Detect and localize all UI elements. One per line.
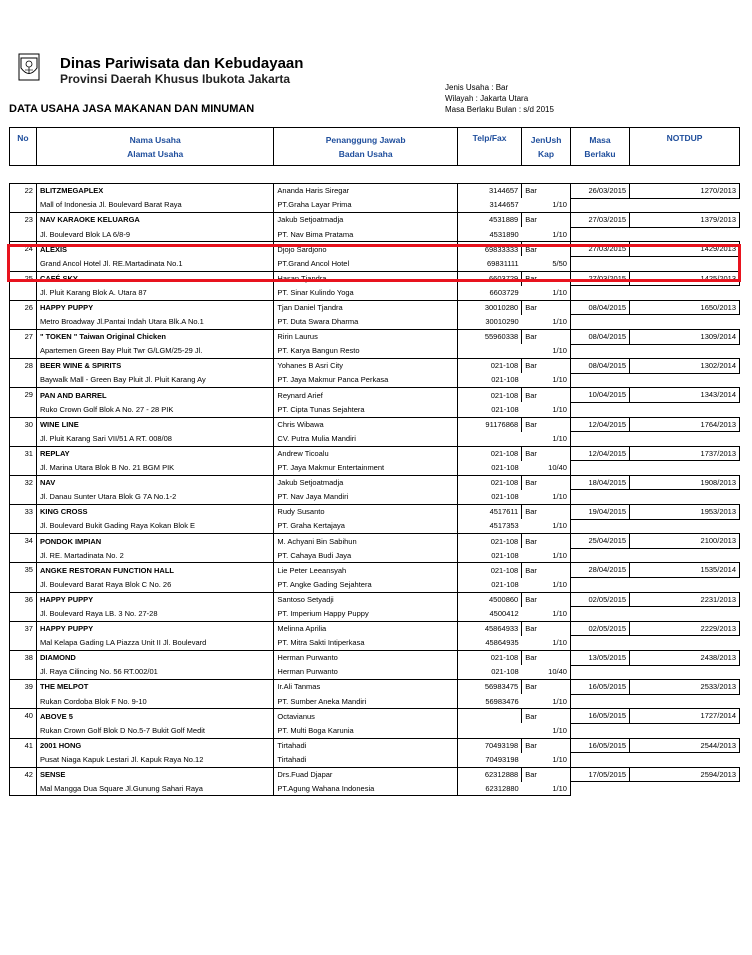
row-number: 36 xyxy=(10,592,37,621)
responsible-person: Jakub Setjoatmadja xyxy=(274,475,458,490)
table-row xyxy=(10,475,740,490)
legal-entity: CV. Putra Mulia Mandiri xyxy=(274,432,458,447)
capacity: 5/50 xyxy=(522,256,571,271)
valid-until: 08/04/2015 xyxy=(570,359,629,374)
business-name: THE MELPOT xyxy=(36,680,273,695)
business-name: BEER WINE & SPIRITS xyxy=(36,359,273,374)
responsible-person: Hasan Tjandra xyxy=(274,271,458,286)
business-name: ALEXIS xyxy=(36,242,273,257)
business-address: Mal Kelapa Gading LA Piazza Unit II Jl. Boulevard xyxy=(36,636,273,651)
business-name: PONDOK IMPIAN xyxy=(36,534,273,549)
notdup-number: 1737/2013 xyxy=(630,446,740,461)
capacity: 1/10 xyxy=(522,432,571,447)
table-body xyxy=(10,184,740,796)
valid-until: 17/05/2015 xyxy=(570,767,629,782)
row-number: 26 xyxy=(10,300,37,329)
fax: 69831111 xyxy=(457,256,521,271)
notdup-number: 2533/2013 xyxy=(630,680,740,695)
capacity: 1/10 xyxy=(522,723,571,738)
responsible-person: Djojo Sardjono xyxy=(274,242,458,257)
business-address: Jl. Boulevard Barat Raya Blok C No. 26 xyxy=(36,578,273,593)
telephone: 55960338 xyxy=(457,329,521,344)
table-row-detail xyxy=(10,723,740,738)
meta-masa-berlaku: Masa Berlaku Bulan : s/d 2015 xyxy=(445,105,554,114)
business-type: Bar xyxy=(522,184,571,199)
valid-until: 10/04/2015 xyxy=(570,388,629,403)
capacity: 1/10 xyxy=(522,548,571,563)
notdup-number: 1535/2014 xyxy=(630,563,740,578)
document-meta xyxy=(445,82,554,115)
business-type: Bar xyxy=(522,213,571,228)
table-row-detail xyxy=(10,578,740,593)
table-row xyxy=(10,621,740,636)
business-type: Bar xyxy=(522,475,571,490)
business-name: ANGKE RESTORAN FUNCTION HALL xyxy=(36,563,273,578)
capacity: 1/10 xyxy=(522,753,571,768)
table-row-detail xyxy=(10,694,740,709)
notdup-number: 1429/2013 xyxy=(630,242,740,257)
fax: 70493198 xyxy=(457,753,521,768)
business-name: NAV xyxy=(36,475,273,490)
capacity: 1/10 xyxy=(522,373,571,388)
notdup-number: 1270/2013 xyxy=(630,184,740,199)
responsible-person: Tirtahadi xyxy=(274,738,458,753)
telephone: 021-108 xyxy=(457,651,521,666)
legal-entity: Tirtahadi xyxy=(274,753,458,768)
legal-entity: PT.Grand Ancol Hotel xyxy=(274,256,458,271)
business-address: Metro Broadway Jl.Pantai Indah Utara Blk.A No.1 xyxy=(36,315,273,330)
meta-jenis-usaha: Jenis Usaha : Bar xyxy=(445,83,509,92)
legal-entity: PT. Karya Bangun Resto xyxy=(274,344,458,359)
business-type: Bar xyxy=(522,534,571,549)
telephone: 62312888 xyxy=(457,767,521,782)
telephone: 021-108 xyxy=(457,534,521,549)
fax: 4531890 xyxy=(457,227,521,242)
notdup-number: 1425/2013 xyxy=(630,271,740,286)
table-row xyxy=(10,446,740,461)
fax: 021-108 xyxy=(457,578,521,593)
responsible-person: Herman Purwanto xyxy=(274,651,458,666)
business-type: Bar xyxy=(522,709,571,724)
table-row xyxy=(10,709,740,724)
responsible-person: Ririn Laurus xyxy=(274,329,458,344)
business-address: Jl. Pluit Karang Sari VII/51 A RT. 008/08 xyxy=(36,432,273,447)
fax: 4500412 xyxy=(457,607,521,622)
business-name: NAV KARAOKE KELUARGA xyxy=(36,213,273,228)
business-name: HAPPY PUPPY xyxy=(36,300,273,315)
col-masa-berlaku: Masa Berlaku xyxy=(570,128,629,166)
fax: 021-108 xyxy=(457,548,521,563)
capacity: 1/10 xyxy=(522,490,571,505)
meta-wilayah: Wilayah : Jakarta Utara xyxy=(445,94,529,103)
valid-until: 13/05/2015 xyxy=(570,651,629,666)
legal-entity: PT. Jaya Makmur Panca Perkasa xyxy=(274,373,458,388)
legal-entity: PT. Multi Boga Karunia xyxy=(274,723,458,738)
business-address: Jl. Danau Sunter Utara Blok G 7A No.1-2 xyxy=(36,490,273,505)
telephone: 021-108 xyxy=(457,359,521,374)
business-address: Rukan Crown Golf Blok D No.5-7 Bukit Golf Medit xyxy=(36,723,273,738)
business-type: Bar xyxy=(522,738,571,753)
table-row-detail xyxy=(10,432,740,447)
notdup-number: 2100/2013 xyxy=(630,534,740,549)
row-number: 34 xyxy=(10,534,37,563)
business-address: Jl. Pluit Karang Blok A. Utara 87 xyxy=(36,286,273,301)
business-name: ABOVE 5 xyxy=(36,709,273,724)
notdup-number: 2229/2013 xyxy=(630,621,740,636)
table-row xyxy=(10,592,740,607)
responsible-person: Chris Wibawa xyxy=(274,417,458,432)
table-row-detail xyxy=(10,402,740,417)
row-number: 38 xyxy=(10,651,37,680)
valid-until: 19/04/2015 xyxy=(570,505,629,520)
responsible-person: Rudy Susanto xyxy=(274,505,458,520)
business-address: Grand Ancol Hotel Jl. RE.Martadinata No.1 xyxy=(36,256,273,271)
table-row-detail xyxy=(10,344,740,359)
business-address: Jl. Marina Utara Blok B No. 21 BGM PIK xyxy=(36,461,273,476)
telephone: 4517611 xyxy=(457,505,521,520)
table-row xyxy=(10,329,740,344)
legal-entity: PT. Mitra Sakti Intiperkasa xyxy=(274,636,458,651)
table-row-detail xyxy=(10,607,740,622)
table-row xyxy=(10,184,740,199)
fax: 3144657 xyxy=(457,198,521,213)
row-number: 31 xyxy=(10,446,37,475)
notdup-number: 2438/2013 xyxy=(630,651,740,666)
business-type: Bar xyxy=(522,505,571,520)
valid-until: 12/04/2015 xyxy=(570,446,629,461)
business-address: Rukan Cordoba Blok F No. 9-10 xyxy=(36,694,273,709)
notdup-number: 1953/2013 xyxy=(630,505,740,520)
table-row-detail xyxy=(10,198,740,213)
legal-entity: PT.Graha Layar Prima xyxy=(274,198,458,213)
legal-entity: Herman Purwanto xyxy=(274,665,458,680)
row-number: 27 xyxy=(10,329,37,358)
valid-until: 16/05/2015 xyxy=(570,738,629,753)
business-name: PAN AND BARREL xyxy=(36,388,273,403)
fax xyxy=(457,723,521,738)
business-name: HAPPY PUPPY xyxy=(36,621,273,636)
capacity: 1/10 xyxy=(522,315,571,330)
capacity: 1/10 xyxy=(522,694,571,709)
notdup-number: 1309/2014 xyxy=(630,329,740,344)
table-row xyxy=(10,359,740,374)
legal-entity: PT. Cipta Tunas Sejahtera xyxy=(274,402,458,417)
col-jenush-kap: JenUsh Kap xyxy=(522,128,571,166)
business-name: 2001 HONG xyxy=(36,738,273,753)
table-row xyxy=(10,767,740,782)
table-row-detail xyxy=(10,636,740,651)
table-row-detail xyxy=(10,548,740,563)
notdup-number: 1727/2014 xyxy=(630,709,740,724)
capacity: 1/10 xyxy=(522,402,571,417)
org-subtitle: Provinsi Daerah Khusus Ibukota Jakarta xyxy=(60,72,291,86)
fax: 021-108 xyxy=(457,373,521,388)
telephone: 45864933 xyxy=(457,621,521,636)
valid-until: 02/05/2015 xyxy=(570,621,629,636)
notdup-number: 2544/2013 xyxy=(630,738,740,753)
fax: 021-108 xyxy=(457,461,521,476)
fax: 45864935 xyxy=(457,636,521,651)
business-name: " TOKEN " Taiwan Original Chicken xyxy=(36,329,273,344)
table-row-detail xyxy=(10,286,740,301)
business-address: Mal Mangga Dua Square Jl.Gunung Sahari Raya xyxy=(36,782,273,796)
row-number: 39 xyxy=(10,680,37,709)
business-type: Bar xyxy=(522,417,571,432)
col-notdup: NOTDUP xyxy=(630,128,740,166)
fax: 30010290 xyxy=(457,315,521,330)
table-row-detail xyxy=(10,753,740,768)
valid-until: 28/04/2015 xyxy=(570,563,629,578)
business-name: DIAMOND xyxy=(36,651,273,666)
telephone: 4500860 xyxy=(457,592,521,607)
valid-until: 27/03/2015 xyxy=(570,242,629,257)
responsible-person: Ir.Ali Tanmas xyxy=(274,680,458,695)
business-type: Bar xyxy=(522,271,571,286)
row-number: 37 xyxy=(10,621,37,650)
row-number: 22 xyxy=(10,184,37,213)
table-row xyxy=(10,680,740,695)
business-address: Mall of Indonesia Jl. Boulevard Barat Raya xyxy=(36,198,273,213)
telephone: 91176868 xyxy=(457,417,521,432)
business-type: Bar xyxy=(522,300,571,315)
table-row-detail xyxy=(10,256,740,271)
telephone: 70493198 xyxy=(457,738,521,753)
table-row-detail xyxy=(10,227,740,242)
col-no: No xyxy=(10,128,37,166)
capacity: 1/10 xyxy=(522,519,571,534)
valid-until: 27/03/2015 xyxy=(570,271,629,286)
table-row-detail xyxy=(10,373,740,388)
table-row-detail xyxy=(10,782,740,796)
notdup-number: 1343/2014 xyxy=(630,388,740,403)
business-type: Bar xyxy=(522,767,571,782)
table-row xyxy=(10,738,740,753)
valid-until: 12/04/2015 xyxy=(570,417,629,432)
org-title: Dinas Pariwisata dan Kebudayaan xyxy=(60,55,304,72)
business-name: SENSE xyxy=(36,767,273,782)
telephone: 021-108 xyxy=(457,388,521,403)
telephone: 56983475 xyxy=(457,680,521,695)
responsible-person: Ananda Haris Siregar xyxy=(274,184,458,199)
valid-until: 08/04/2015 xyxy=(570,329,629,344)
table-row xyxy=(10,505,740,520)
business-type: Bar xyxy=(522,651,571,666)
legal-entity: PT. Angke Gading Sejahtera xyxy=(274,578,458,593)
capacity: 1/10 xyxy=(522,607,571,622)
capacity: 1/10 xyxy=(522,636,571,651)
business-name: REPLAY xyxy=(36,446,273,461)
row-number: 33 xyxy=(10,505,37,534)
responsible-person: Reynard Arief xyxy=(274,388,458,403)
legal-entity: PT. Imperium Happy Puppy xyxy=(274,607,458,622)
legal-entity: PT. Graha Kertajaya xyxy=(274,519,458,534)
responsible-person: Melinna Aprilia xyxy=(274,621,458,636)
capacity: 10/40 xyxy=(522,461,571,476)
legal-entity: PT. Sumber Aneka Mandiri xyxy=(274,694,458,709)
telephone: 30010280 xyxy=(457,300,521,315)
business-address: Jl. Raya Cilincing No. 56 RT.002/01 xyxy=(36,665,273,680)
valid-until: 27/03/2015 xyxy=(570,213,629,228)
business-address: Apartemen Green Bay Pluit Twr G/LGM/25-29 Jl. xyxy=(36,344,273,359)
responsible-person: Drs.Fuad Djapar xyxy=(274,767,458,782)
fax xyxy=(457,432,521,447)
notdup-number: 2594/2013 xyxy=(630,767,740,782)
responsible-person: Santoso Setyadji xyxy=(274,592,458,607)
table-row-detail xyxy=(10,665,740,680)
table-row xyxy=(10,563,740,578)
col-nama-alamat: Nama Usaha Alamat Usaha xyxy=(36,128,273,166)
header-spacer xyxy=(10,166,740,184)
business-address: Baywalk Mall - Green Bay Pluit Jl. Pluit Karang Ay xyxy=(36,373,273,388)
responsible-person: Octavianus xyxy=(274,709,458,724)
business-name: WINE LINE xyxy=(36,417,273,432)
table-row xyxy=(10,417,740,432)
business-address: Pusat Niaga Kapuk Lestari Jl. Kapuk Raya No.12 xyxy=(36,753,273,768)
responsible-person: Andrew Ticoalu xyxy=(274,446,458,461)
valid-until: 16/05/2015 xyxy=(570,709,629,724)
row-number: 28 xyxy=(10,359,37,388)
business-address: Ruko Crown Golf Blok A No. 27 - 28 PIK xyxy=(36,402,273,417)
col-telp-fax: Telp/Fax xyxy=(457,128,521,166)
table-row-detail xyxy=(10,461,740,476)
fax: 021-108 xyxy=(457,402,521,417)
telephone: 4531889 xyxy=(457,213,521,228)
valid-until: 26/03/2015 xyxy=(570,184,629,199)
table-row xyxy=(10,651,740,666)
telephone: 6603729 xyxy=(457,271,521,286)
capacity: 10/40 xyxy=(522,665,571,680)
legal-entity: PT. Sinar Kulindo Yoga xyxy=(274,286,458,301)
table-row xyxy=(10,271,740,286)
business-address: Jl. Boulevard Blok LA 6/8-9 xyxy=(36,227,273,242)
business-type: Bar xyxy=(522,242,571,257)
notdup-number: 1908/2013 xyxy=(630,475,740,490)
business-name: KING CROSS xyxy=(36,505,273,520)
row-number: 35 xyxy=(10,563,37,592)
business-name: HAPPY PUPPY xyxy=(36,592,273,607)
telephone: 3144657 xyxy=(457,184,521,199)
notdup-number: 1379/2013 xyxy=(630,213,740,228)
row-number: 24 xyxy=(10,242,37,271)
telephone: 69833333 xyxy=(457,242,521,257)
business-data-table xyxy=(9,127,740,796)
business-name: CAFÉ SKY xyxy=(36,271,273,286)
business-type: Bar xyxy=(522,329,571,344)
capacity: 1/10 xyxy=(522,227,571,242)
row-number: 41 xyxy=(10,738,37,767)
notdup-number: 1650/2013 xyxy=(630,300,740,315)
legal-entity: PT. Nav Bima Pratama xyxy=(274,227,458,242)
row-number: 30 xyxy=(10,417,37,446)
business-type: Bar xyxy=(522,359,571,374)
telephone: 021-108 xyxy=(457,475,521,490)
business-type: Bar xyxy=(522,592,571,607)
capacity: 1/10 xyxy=(522,198,571,213)
valid-until: 08/04/2015 xyxy=(570,300,629,315)
business-type: Bar xyxy=(522,388,571,403)
valid-until: 02/05/2015 xyxy=(570,592,629,607)
fax: 56983476 xyxy=(457,694,521,709)
valid-until: 16/05/2015 xyxy=(570,680,629,695)
business-type: Bar xyxy=(522,563,571,578)
row-number: 25 xyxy=(10,271,37,300)
valid-until: 18/04/2015 xyxy=(570,475,629,490)
notdup-number: 1764/2013 xyxy=(630,417,740,432)
row-number: 23 xyxy=(10,213,37,242)
fax: 021-108 xyxy=(457,490,521,505)
fax: 4517353 xyxy=(457,519,521,534)
row-number: 42 xyxy=(10,767,37,796)
notdup-number: 1302/2014 xyxy=(630,359,740,374)
legal-entity: PT. Duta Swara Dharma xyxy=(274,315,458,330)
telephone xyxy=(457,709,521,724)
row-number: 40 xyxy=(10,709,37,738)
table-row-detail xyxy=(10,315,740,330)
responsible-person: M. Achyani Bin Sabihun xyxy=(274,534,458,549)
business-type: Bar xyxy=(522,621,571,636)
capacity: 1/10 xyxy=(522,782,571,796)
table-row xyxy=(10,534,740,549)
business-name: BLITZMEGAPLEX xyxy=(36,184,273,199)
table-row-detail xyxy=(10,490,740,505)
fax: 6603729 xyxy=(457,286,521,301)
table-row-detail xyxy=(10,519,740,534)
business-type: Bar xyxy=(522,680,571,695)
legal-entity: PT. Cahaya Budi Jaya xyxy=(274,548,458,563)
legal-entity: PT. Nav Jaya Mandiri xyxy=(274,490,458,505)
document-title: DATA USAHA JASA MAKANAN DAN MINUMAN xyxy=(9,103,255,115)
capacity: 1/10 xyxy=(522,344,571,359)
table-row xyxy=(10,213,740,228)
table-row xyxy=(10,300,740,315)
fax xyxy=(457,344,521,359)
telephone: 021-108 xyxy=(457,563,521,578)
responsible-person: Tjan Daniel Tjandra xyxy=(274,300,458,315)
responsible-person: Yohanes B Asri City xyxy=(274,359,458,374)
responsible-person: Lie Peter Leeansyah xyxy=(274,563,458,578)
notdup-number: 2231/2013 xyxy=(630,592,740,607)
fax: 021-108 xyxy=(457,665,521,680)
responsible-person: Jakub Setjoatmadja xyxy=(274,213,458,228)
row-number: 32 xyxy=(10,475,37,504)
capacity: 1/10 xyxy=(522,286,571,301)
table-row xyxy=(10,242,740,257)
table-header-row xyxy=(10,128,740,166)
business-address: Jl. Boulevard Raya LB. 3 No. 27-28 xyxy=(36,607,273,622)
capacity: 1/10 xyxy=(522,578,571,593)
telephone: 021-108 xyxy=(457,446,521,461)
fax: 62312880 xyxy=(457,782,521,796)
table-row xyxy=(10,388,740,403)
legal-entity: PT. Jaya Makmur Entertainment xyxy=(274,461,458,476)
government-seal-icon xyxy=(18,53,40,81)
col-penanggung-jawab: Penanggung Jawab Badan Usaha xyxy=(274,128,458,166)
valid-until: 25/04/2015 xyxy=(570,534,629,549)
business-address: Jl. RE. Martadinata No. 2 xyxy=(36,548,273,563)
business-type: Bar xyxy=(522,446,571,461)
row-number: 29 xyxy=(10,388,37,417)
business-address: Jl. Boulevard Bukit Gading Raya Kokan Blok E xyxy=(36,519,273,534)
legal-entity: PT.Agung Wahana Indonesia xyxy=(274,782,458,796)
